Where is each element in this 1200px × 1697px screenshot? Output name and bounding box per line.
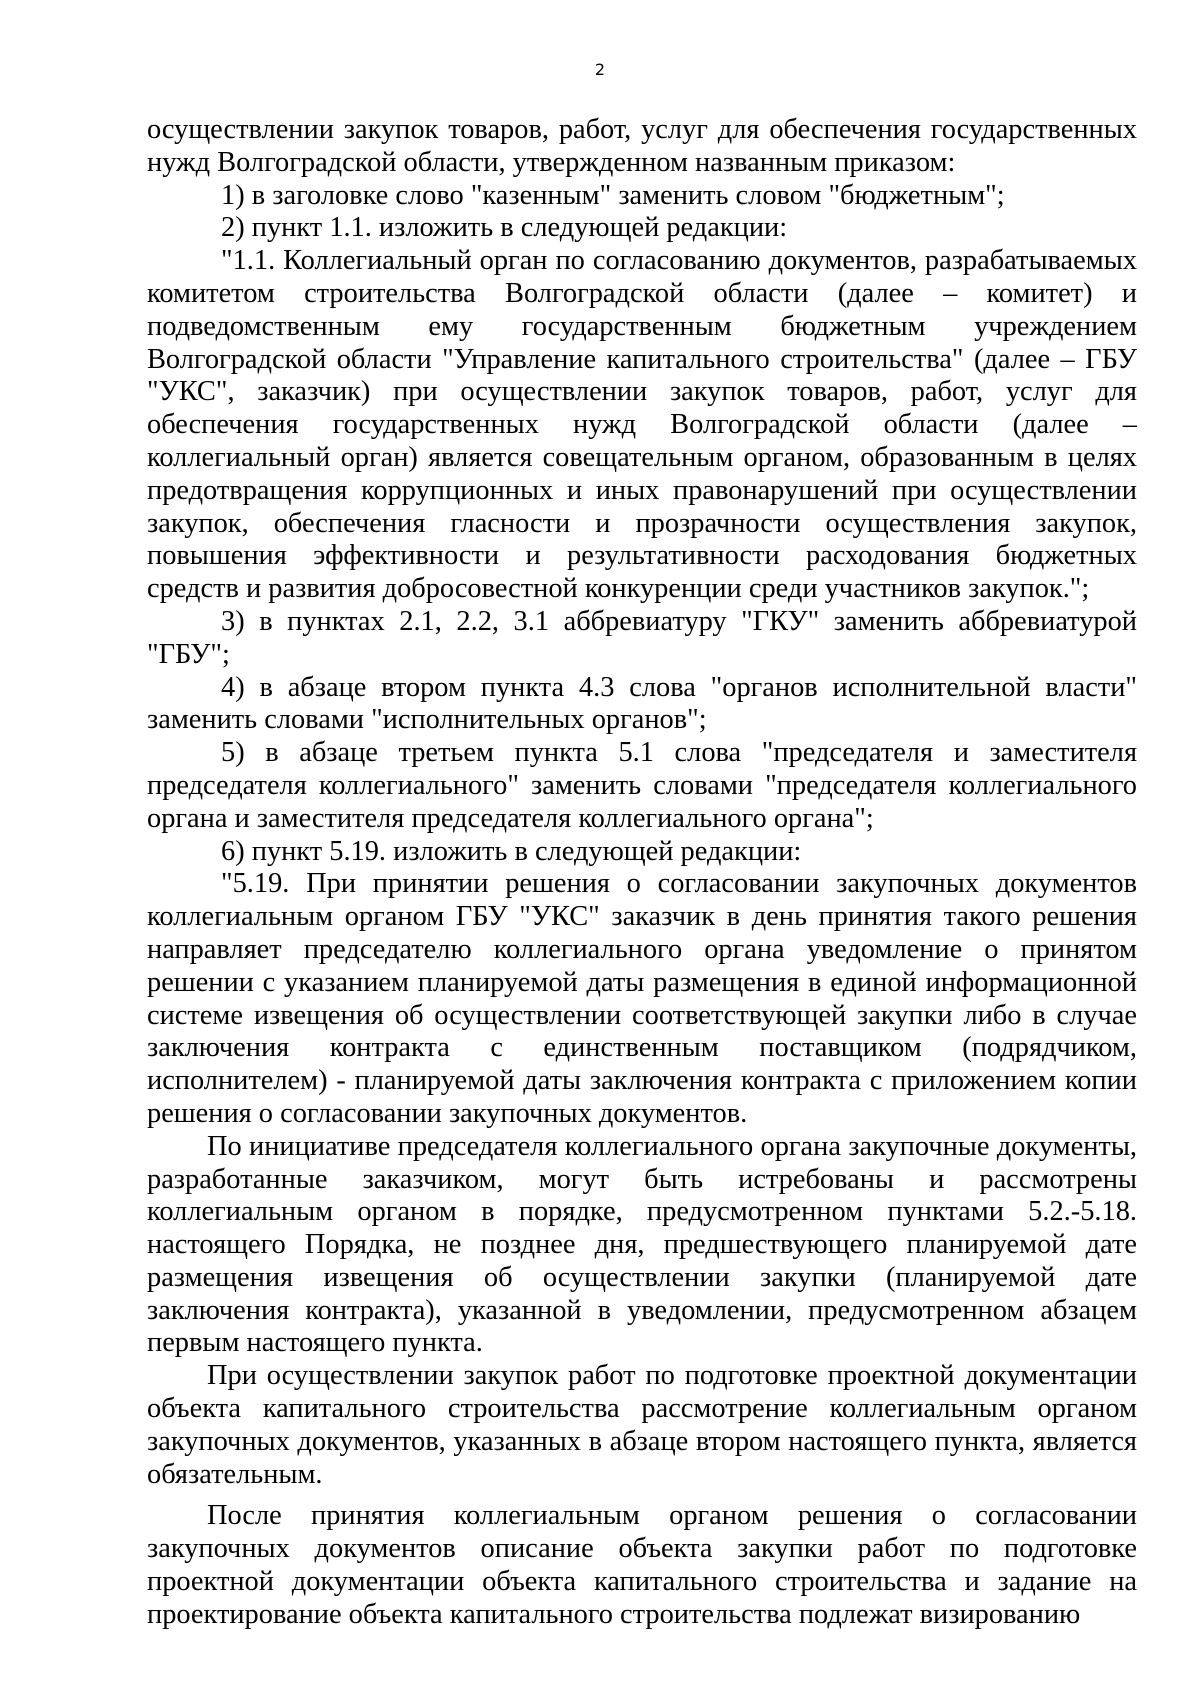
paragraph-design-procurement: При осуществлении закупок работ по подготовке проектной документации объекта капитального строительства рассмотрение коллегиальным органом закупочных документов, указанных в абзаце втором настоящего пункта, является обязательным. — [147, 1360, 1137, 1490]
paragraph-item-5: 5) в абзаце третьем пункта 5.1 слова "председателя и заместителя председателя коллегиального" заменить словами "председателя коллегиального органа и заместителя председателя коллегиального органа"; — [147, 737, 1137, 834]
paragraph-after-approval: После принятия коллегиальным органом решения о согласовании закупочных документов описание объекта закупки работ по подготовке проектной документации объекта капитального строительства и задание на проектирование объекта капитального строительства подлежат визированию — [147, 1500, 1137, 1630]
paragraph-item-4: 4) в абзаце втором пункта 4.3 слова "органов исполнительной власти" заменить словами "исполнительных органов"; — [147, 671, 1137, 736]
paragraph-clause-1-1: "1.1. Коллегиальный орган по согласованию документов, разрабатываемых комитетом строительства Волгоградской области (далее – комитет) и подведомственным ему государственным бюджетным учреждением Волгоградской области "Управление капитального строительства" (далее – ГБУ "УКС", заказчик) при осуществлении закупок товаров, работ, услуг для обеспечения государственных нужд Волгоградской области (далее – коллегиальный орган) является совещательным органом, образованным в целях предотвращения коррупционных и иных правонарушений при осуществлении закупок, обеспечения гласности и прозрачности осуществления закупок, повышения эффективности и результативности расходования бюджетных средств и развития добросовестной конкуренции среди участников закупок."; — [147, 245, 1137, 605]
page-number: 2 — [594, 60, 606, 79]
paragraph-item-3: 3) в пунктах 2.1, 2.2, 3.1 аббревиатуру "ГКУ" заменить аббревиатурой "ГБУ"; — [147, 605, 1137, 670]
document-body — [147, 114, 1137, 1632]
paragraph-item-6: 6) пункт 5.19. изложить в следующей редакции: — [221, 835, 802, 867]
paragraph-intro-continuation: осуществлении закупок товаров, работ, услуг для обеспечения государственных нужд Волгоградской области, утвержденном названным приказом: — [147, 114, 1137, 178]
paragraph-item-2: 2) пункт 1.1. изложить в следующей редакции: — [221, 212, 788, 244]
paragraph-item-1: 1) в заголовке слово "казенным" заменить словом "бюджетным"; — [221, 179, 1005, 211]
paragraph-initiative: По инициативе председателя коллегиального органа закупочные документы, разработанные заказчиком, могут быть истребованы и рассмотрены коллегиальным органом в порядке, предусмотренном пунктами 5.2.-5.18. настоящего Порядка, не позднее дня, предшествующего планируемой дате размещения извещения об осуществлении закупки (планируемой дате заключения контракта), указанной в уведомлении, предусмотренном абзацем первым настоящего пункта. — [147, 1130, 1137, 1359]
paragraph-clause-5-19: "5.19. При принятии решения о согласовании закупочных документов коллегиальным органом ГБУ "УКС" заказчик в день принятия такого решения направляет председателю коллегиального органа уведомление о принятом решении с указанием планируемой даты размещения в единой информационной системе извещения об осуществлении соответствующей закупки либо в случае заключения контракта с единственным поставщиком (подрядчиком, исполнителем) - планируемой даты заключения контракта с приложением копии решения о согласовании закупочных документов. — [147, 868, 1137, 1129]
